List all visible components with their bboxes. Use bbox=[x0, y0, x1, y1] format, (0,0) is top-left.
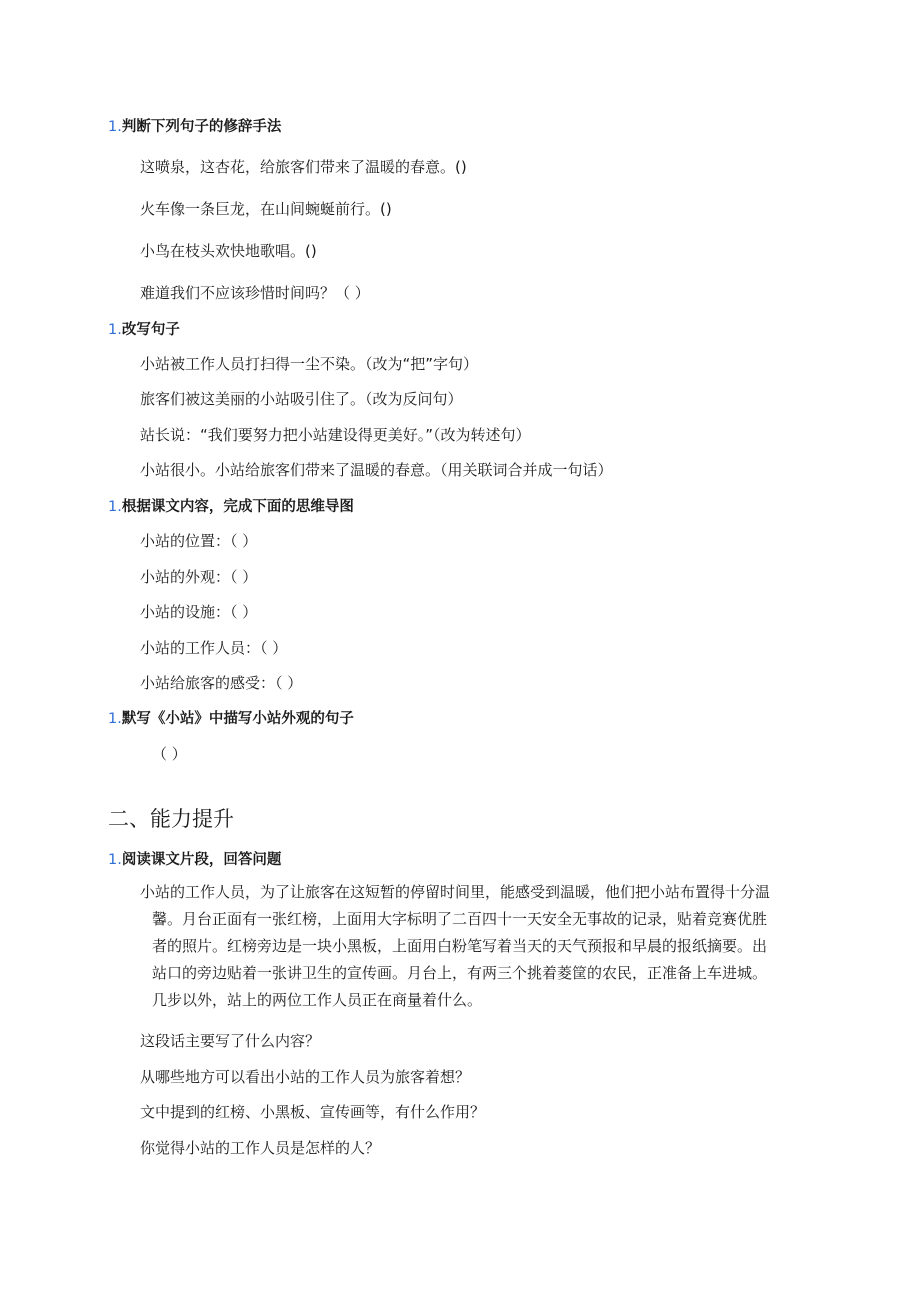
question-number: 1. bbox=[108, 119, 122, 135]
rhetoric-item-1: 这喷泉，这杏花，给旅客们带来了温暖的春意。() bbox=[140, 158, 467, 176]
question-number: 1. bbox=[108, 322, 122, 338]
mindmap-item-5: 小站给旅客的感受：（ ） bbox=[140, 674, 303, 692]
mindmap-item-4: 小站的工作人员：（ ） bbox=[140, 639, 288, 657]
passage-line: 几步以外，站上的两位工作人员正在商量着什么。 bbox=[152, 991, 483, 1009]
reading-question-1: 这段话主要写了什么内容？ bbox=[140, 1032, 321, 1050]
mindmap-item-1: 小站的位置：（ ） bbox=[140, 532, 258, 550]
reading-passage bbox=[140, 879, 800, 1014]
rewrite-item-3: 站长说：“我们要努力把小站建设得更美好。”（改为转述句） bbox=[140, 426, 531, 444]
reading-question-2: 从哪些地方可以看出小站的工作人员为旅客着想？ bbox=[140, 1068, 471, 1086]
question-title: 判断下列句子的修辞手法 bbox=[121, 119, 282, 135]
reading-question-3: 文中提到的红榜、小黑板、宣传画等，有什么作用？ bbox=[140, 1103, 486, 1121]
passage-line: 者的照片。红榜旁边是一块小黑板，上面用白粉笔写着当天的天气预报和早晨的报纸摘要。出 bbox=[152, 937, 768, 955]
question-number: 1. bbox=[108, 499, 122, 515]
question-number: 1. bbox=[108, 852, 122, 868]
question-heading-dictation bbox=[108, 707, 354, 728]
question-heading-rhetoric bbox=[108, 115, 281, 136]
reading-question-4: 你觉得小站的工作人员是怎样的人？ bbox=[140, 1139, 381, 1157]
question-title: 改写句子 bbox=[121, 322, 180, 338]
section-title: 二、能力提升 bbox=[108, 807, 234, 831]
question-title: 根据课文内容，完成下面的思维导图 bbox=[121, 499, 354, 515]
question-title: 默写《小站》中描写小站外观的句子 bbox=[121, 711, 354, 727]
mindmap-item-3: 小站的设施：（ ） bbox=[140, 603, 258, 621]
passage-line: 小站的工作人员，为了让旅客在这短暂的停留时间里，能感受到温暖，他们把小站布置得十分温 bbox=[140, 883, 771, 901]
mindmap-item-2: 小站的外观：（ ） bbox=[140, 568, 258, 586]
question-heading-mindmap bbox=[108, 495, 354, 516]
rewrite-item-4: 小站很小。小站给旅客们带来了温暖的春意。（用关联词合并成一句话） bbox=[140, 461, 613, 479]
rewrite-item-1: 小站被工作人员打扫得一尘不染。（改为“把”字句） bbox=[140, 355, 479, 373]
question-heading-reading bbox=[108, 848, 281, 869]
rhetoric-item-4: 难道我们不应该珍惜时间吗？（ ） bbox=[140, 284, 370, 302]
passage-line: 馨。月台正面有一张红榜，上面用大字标明了二百四十一天安全无事故的记录，贴着竞赛优胜 bbox=[152, 910, 768, 928]
dictation-answer-blank: （ ） bbox=[152, 745, 187, 763]
question-title: 阅读课文片段，回答问题 bbox=[121, 852, 282, 868]
rhetoric-item-3: 小鸟在枝头欢快地歌唱。() bbox=[140, 242, 317, 260]
rewrite-item-2: 旅客们被这美丽的小站吸引住了。（改为反问句） bbox=[140, 390, 463, 408]
question-number: 1. bbox=[108, 711, 122, 727]
question-heading-rewrite bbox=[108, 318, 180, 339]
rhetoric-item-2: 火车像一条巨龙，在山间蜿蜒前行。() bbox=[140, 200, 392, 218]
passage-line: 站口的旁边贴着一张讲卫生的宣传画。月台上，有两三个挑着菱筐的农民，正准备上车进城。 bbox=[152, 964, 768, 982]
